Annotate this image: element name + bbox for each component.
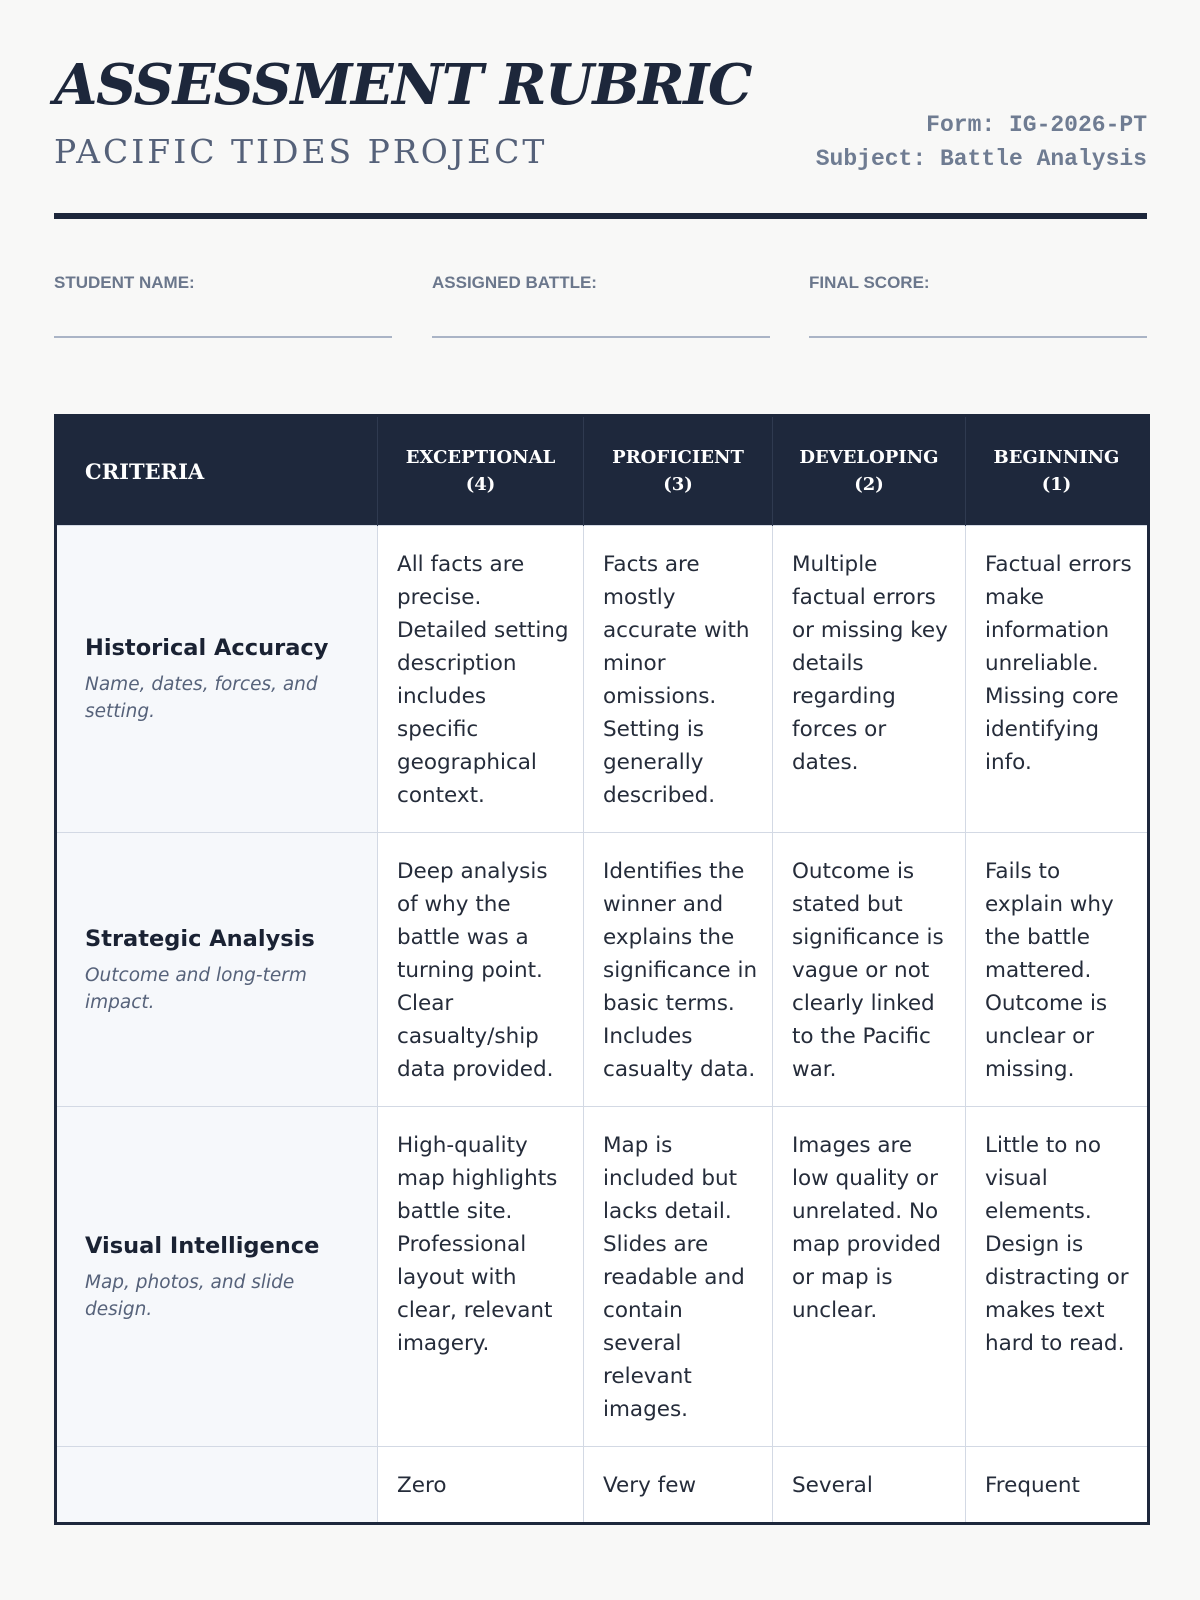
final-score-field[interactable] (809, 273, 1147, 338)
score-1-cell: Factual errors make information unreliable. Missing core identifying info. (966, 526, 1149, 833)
rubric-table (54, 414, 1150, 1525)
score-3-cell: Very few (584, 1447, 773, 1524)
final-score-label: FINAL SCORE: (809, 273, 930, 292)
table-row (56, 833, 1149, 1107)
header-exceptional: EXCEPTIONAL (4) (378, 416, 584, 526)
assigned-battle-field[interactable] (432, 273, 770, 338)
rubric-header-row (56, 416, 1149, 526)
form-meta (816, 108, 1147, 176)
score-3-cell: Facts are mostly accurate with minor omissions. Setting is generally described. (584, 526, 773, 833)
criteria-name: Visual Intelligence (85, 1232, 320, 1259)
header-criteria: CRITERIA (56, 416, 378, 526)
table-row (56, 526, 1149, 833)
score-4-cell: Deep analysis of why the battle was a turning point. Clear casualty/ship data provided. (378, 833, 584, 1107)
header-proficient: PROFICIENT (3) (584, 416, 773, 526)
criteria-description: Name, dates, forces, and setting. (85, 674, 318, 722)
score-4-cell: High-quality map highlights battle site. Professional layout with clear, relevant imagery. (378, 1107, 584, 1447)
score-2-cell: Images are low quality or unrelated. No map provided or map is unclear. (773, 1107, 966, 1447)
table-row (56, 1107, 1149, 1447)
score-2-cell: Outcome is stated but significance is vague or not clearly linked to the Pacific war. (773, 833, 966, 1107)
score-4-cell: Zero (378, 1447, 584, 1524)
form-id: Form: IG-2026-PT (926, 112, 1147, 138)
criteria-cell (56, 1107, 378, 1447)
form-subject: Subject: Battle Analysis (815, 146, 1147, 172)
table-row (56, 1447, 1149, 1524)
score-2-cell: Several (773, 1447, 966, 1524)
criteria-cell (56, 1447, 378, 1524)
header-beginning: BEGINNING (1) (966, 416, 1149, 526)
criteria-description: Map, photos, and slide design. (85, 1271, 295, 1320)
score-2-cell: Multiple factual errors or missing key details regarding forces or dates. (773, 526, 966, 833)
final-score-line[interactable] (809, 336, 1147, 338)
assigned-battle-line[interactable] (432, 336, 770, 338)
header-developing: DEVELOPING (2) (773, 416, 966, 526)
score-3-cell: Identifies the winner and explains the significance in basic terms. Includes casualty data. (584, 833, 773, 1107)
score-3-cell: Map is included but lacks detail. Slides are readable and contain several relevant images. (584, 1107, 773, 1447)
score-1-cell: Fails to explain why the battle mattered. Outcome is unclear or missing. (966, 833, 1149, 1107)
project-subtitle: PACIFIC TIDES PROJECT (54, 132, 548, 171)
score-1-cell: Frequent (966, 1447, 1149, 1524)
score-4-cell: All facts are precise. Detailed setting description includes specific geographical context. (378, 526, 584, 833)
header-divider (54, 213, 1147, 219)
page-title: ASSESSMENT RUBRIC (54, 52, 751, 118)
student-name-field[interactable] (54, 273, 392, 338)
student-name-label: STUDENT NAME: (54, 273, 195, 292)
criteria-cell (56, 833, 378, 1107)
student-name-line[interactable] (54, 336, 392, 338)
criteria-description: Outcome and long-term impact. (85, 964, 307, 1013)
score-1-cell: Little to no visual elements. Design is distracting or makes text hard to read. (966, 1107, 1149, 1447)
criteria-name: Historical Accuracy (85, 635, 329, 661)
criteria-cell (56, 526, 378, 833)
assigned-battle-label: ASSIGNED BATTLE: (432, 273, 597, 292)
criteria-name: Strategic Analysis (85, 925, 315, 952)
